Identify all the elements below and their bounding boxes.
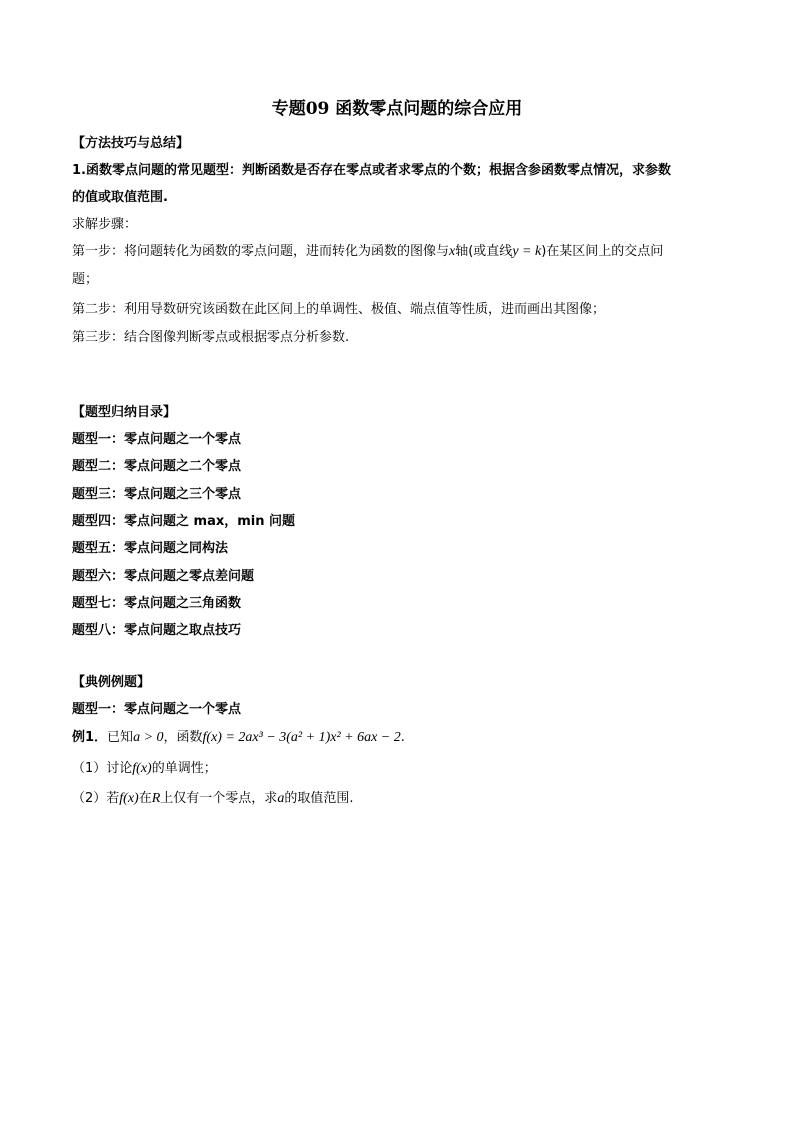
catalog-item: 题型五：零点问题之同构法 — [72, 541, 229, 556]
examples-heading: 【典例例题】 — [72, 675, 151, 690]
example1-condition: a > 0 — [133, 730, 164, 745]
method-point1-line2: 的值或取值范围. — [72, 190, 168, 205]
catalog-item: 题型六：零点问题之零点差问题 — [72, 569, 255, 584]
catalog-heading: 【题型归纳目录】 — [72, 405, 177, 420]
example1-text-b: ，函数 — [163, 730, 203, 745]
example1-function: f(x) = 2ax³ − 3(a² + 1)x² + 6ax − 2 — [202, 730, 401, 745]
q2-text-d: 的取值范围. — [284, 791, 354, 806]
catalog-item: 题型四：零点问题之 max，min 问题 — [72, 514, 296, 529]
q2-var-a: a — [277, 791, 285, 806]
step2-line: 第二步：利用导数研究该函数在此区间上的单调性、极值、端点值等性质，进而画出其图像； — [72, 302, 606, 317]
step1-text-b: 轴(或直线 — [455, 244, 513, 259]
step1-text-a: 第一步：将问题转化为函数的零点问题，进而转化为函数的图像与 — [72, 244, 450, 259]
q1-text-b: 的单调性； — [151, 761, 217, 776]
catalog-item: 题型一：零点问题之一个零点 — [72, 432, 242, 447]
catalog-item: 题型七：零点问题之三角函数 — [72, 596, 242, 611]
q2-set-r: R — [151, 791, 161, 806]
example1-label: 例1． — [72, 730, 108, 745]
step1-line2: 题； — [72, 272, 99, 287]
catalog-item: 题型八：零点问题之取点技巧 — [72, 623, 242, 638]
step1-text-c: )在某区间上的交点问 — [541, 244, 664, 259]
step1-equation: y = k — [512, 244, 542, 259]
q2-function: f(x) — [119, 791, 139, 806]
example1-statement — [72, 729, 405, 747]
example1-text-c: . — [400, 730, 405, 745]
q1-function: f(x) — [132, 761, 152, 776]
step3-line: 第三步：结合图像判断零点或根据零点分析参数. — [72, 330, 350, 345]
page-title: 专题09 函数零点问题的综合应用 — [271, 99, 523, 119]
example1-text-a: 已知 — [107, 730, 134, 745]
method-heading: 【方法技巧与总结】 — [72, 136, 190, 151]
example-type-title: 题型一：零点问题之一个零点 — [72, 702, 242, 717]
steps-heading: 求解步骤： — [72, 217, 138, 232]
catalog-item: 题型三：零点问题之三个零点 — [72, 487, 242, 502]
method-point1-line1: 1.函数零点问题的常见题型：判断函数是否存在零点或者求零点的个数；根据含参函数零点情况，求参数 — [72, 163, 671, 178]
step1-line1 — [72, 243, 663, 261]
q2-text-c: 上仅有一个零点，求 — [160, 791, 278, 806]
step1-var-x: x — [449, 244, 456, 259]
q1-text-a: （1）讨论 — [72, 761, 133, 776]
q2-text-a: （2）若 — [72, 791, 120, 806]
example1-question1 — [72, 760, 217, 778]
example1-question2 — [72, 790, 353, 808]
q2-text-b: 在 — [138, 791, 152, 806]
catalog-item: 题型二：零点问题之二个零点 — [72, 459, 242, 474]
